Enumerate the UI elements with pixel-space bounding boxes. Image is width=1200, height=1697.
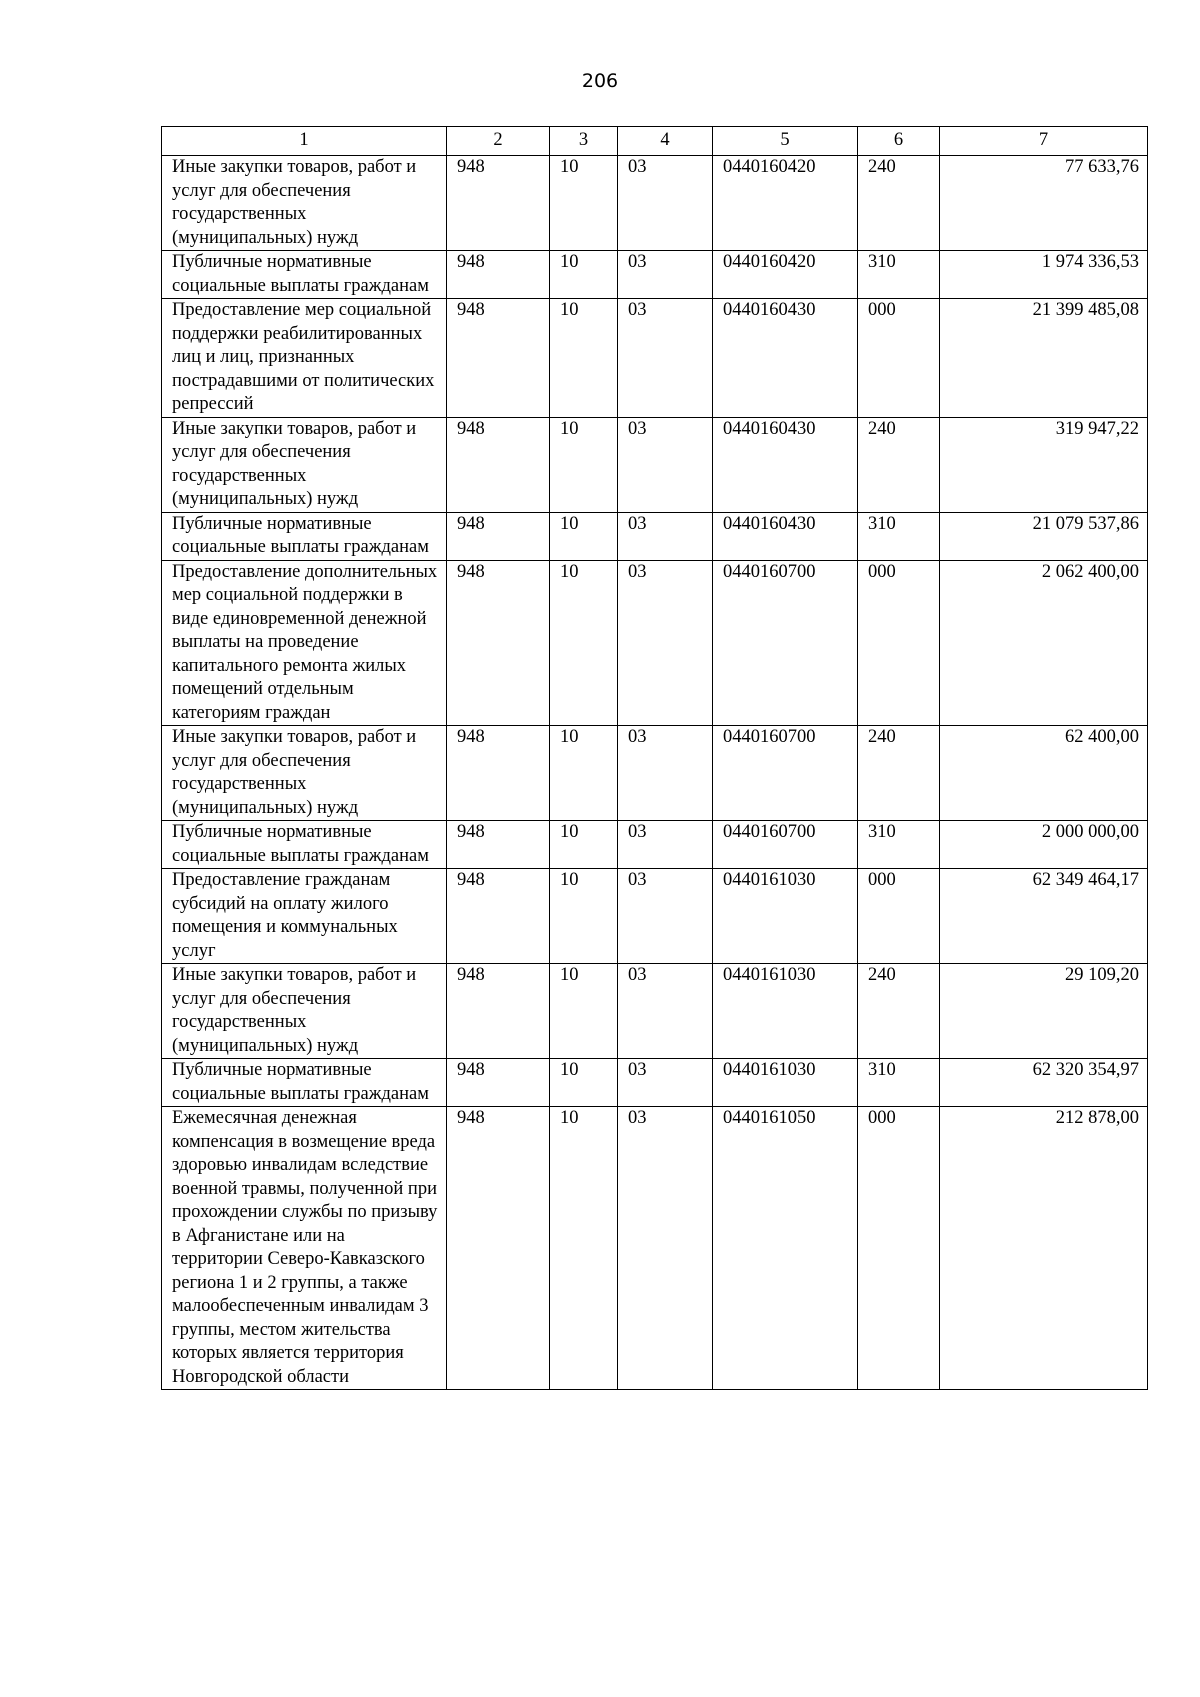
cell-col4: 03	[618, 251, 713, 299]
cell-col2: 948	[447, 869, 550, 964]
table-row	[162, 1107, 1148, 1390]
cell-col4: 03	[618, 417, 713, 512]
cell-amount: 2 000 000,00	[940, 821, 1148, 869]
row-name: Иные закупки товаров, работ и услуг для обеспечения государственных (муниципальных) нужд	[162, 417, 447, 512]
cell-col6: 000	[858, 560, 940, 726]
cell-col6: 000	[858, 869, 940, 964]
cell-col2: 948	[447, 299, 550, 418]
cell-col3: 10	[550, 251, 618, 299]
cell-col5: 0440161030	[713, 964, 858, 1059]
cell-col6: 310	[858, 1059, 940, 1107]
cell-col6: 000	[858, 1107, 940, 1390]
cell-amount: 77 633,76	[940, 156, 1148, 251]
cell-col4: 03	[618, 821, 713, 869]
cell-col5: 0440161030	[713, 1059, 858, 1107]
cell-col4: 03	[618, 1107, 713, 1390]
cell-col4: 03	[618, 869, 713, 964]
cell-col5: 0440160700	[713, 560, 858, 726]
table-row	[162, 156, 1148, 251]
cell-amount: 29 109,20	[940, 964, 1148, 1059]
cell-col3: 10	[550, 1107, 618, 1390]
row-name: Иные закупки товаров, работ и услуг для обеспечения государственных (муниципальных) нужд	[162, 726, 447, 821]
cell-amount: 62 400,00	[940, 726, 1148, 821]
cell-col6: 310	[858, 251, 940, 299]
cell-amount: 1 974 336,53	[940, 251, 1148, 299]
row-name: Предоставление дополнительных мер социальной поддержки в виде единовременной денежной выплаты на проведение капитального ремонта жилых помещений отдельным категориям граждан	[162, 560, 447, 726]
cell-col4: 03	[618, 156, 713, 251]
cell-col3: 10	[550, 299, 618, 418]
cell-col4: 03	[618, 512, 713, 560]
table-row	[162, 299, 1148, 418]
cell-col5: 0440160420	[713, 156, 858, 251]
page-number: 206	[581, 70, 619, 92]
cell-col4: 03	[618, 964, 713, 1059]
row-name: Иные закупки товаров, работ и услуг для обеспечения государственных (муниципальных) нужд	[162, 964, 447, 1059]
cell-col3: 10	[550, 869, 618, 964]
cell-col3: 10	[550, 417, 618, 512]
table-row	[162, 251, 1148, 299]
cell-col2: 948	[447, 1107, 550, 1390]
cell-col2: 948	[447, 560, 550, 726]
table-row	[162, 512, 1148, 560]
cell-col4: 03	[618, 560, 713, 726]
cell-col5: 0440160420	[713, 251, 858, 299]
cell-col6: 000	[858, 299, 940, 418]
cell-col2: 948	[447, 156, 550, 251]
column-header: 7	[940, 127, 1148, 156]
cell-col3: 10	[550, 512, 618, 560]
cell-col6: 240	[858, 417, 940, 512]
column-header: 1	[162, 127, 447, 156]
cell-col6: 240	[858, 726, 940, 821]
cell-amount: 62 320 354,97	[940, 1059, 1148, 1107]
cell-col4: 03	[618, 299, 713, 418]
table-row	[162, 560, 1148, 726]
cell-col6: 240	[858, 156, 940, 251]
table-row	[162, 1059, 1148, 1107]
cell-amount: 2 062 400,00	[940, 560, 1148, 726]
cell-col5: 0440161030	[713, 869, 858, 964]
cell-col2: 948	[447, 251, 550, 299]
column-header: 5	[713, 127, 858, 156]
cell-col6: 240	[858, 964, 940, 1059]
row-name: Публичные нормативные социальные выплаты гражданам	[162, 251, 447, 299]
cell-col4: 03	[618, 726, 713, 821]
cell-col5: 0440160700	[713, 821, 858, 869]
table-row	[162, 869, 1148, 964]
cell-col3: 10	[550, 560, 618, 726]
cell-col6: 310	[858, 512, 940, 560]
cell-col3: 10	[550, 156, 618, 251]
table-row	[162, 726, 1148, 821]
cell-col4: 03	[618, 1059, 713, 1107]
cell-col2: 948	[447, 512, 550, 560]
cell-col2: 948	[447, 821, 550, 869]
column-header: 3	[550, 127, 618, 156]
cell-col2: 948	[447, 964, 550, 1059]
cell-col5: 0440161050	[713, 1107, 858, 1390]
row-name: Публичные нормативные социальные выплаты гражданам	[162, 821, 447, 869]
row-name: Предоставление мер социальной поддержки реабилитированных лиц и лиц, признанных пострадавшими от политических репрессий	[162, 299, 447, 418]
column-header: 4	[618, 127, 713, 156]
cell-col3: 10	[550, 821, 618, 869]
cell-amount: 319 947,22	[940, 417, 1148, 512]
row-name: Иные закупки товаров, работ и услуг для обеспечения государственных (муниципальных) нужд	[162, 156, 447, 251]
cell-amount: 21 079 537,86	[940, 512, 1148, 560]
table-row	[162, 821, 1148, 869]
cell-amount: 21 399 485,08	[940, 299, 1148, 418]
cell-col6: 310	[858, 821, 940, 869]
cell-amount: 62 349 464,17	[940, 869, 1148, 964]
cell-col3: 10	[550, 726, 618, 821]
cell-col5: 0440160700	[713, 726, 858, 821]
budget-table	[161, 126, 1148, 1390]
cell-col3: 10	[550, 964, 618, 1059]
cell-col3: 10	[550, 1059, 618, 1107]
table-row	[162, 417, 1148, 512]
cell-col5: 0440160430	[713, 417, 858, 512]
cell-col2: 948	[447, 417, 550, 512]
cell-col5: 0440160430	[713, 512, 858, 560]
row-name: Ежемесячная денежная компенсация в возмещение вреда здоровью инвалидам вследствие военной травмы, полученной при прохождении службы по призыву в Афганистане или на территории Северо-Кавказского региона 1 и 2 группы, а также малообеспеченным инвалидам 3 группы, местом жительства которых является территория Новгородской области	[162, 1107, 447, 1390]
column-header: 2	[447, 127, 550, 156]
table-header-row	[162, 127, 1148, 156]
cell-amount: 212 878,00	[940, 1107, 1148, 1390]
cell-col2: 948	[447, 726, 550, 821]
cell-col2: 948	[447, 1059, 550, 1107]
table-row	[162, 964, 1148, 1059]
row-name: Публичные нормативные социальные выплаты гражданам	[162, 512, 447, 560]
row-name: Предоставление гражданам субсидий на оплату жилого помещения и коммунальных услуг	[162, 869, 447, 964]
column-header: 6	[858, 127, 940, 156]
cell-col5: 0440160430	[713, 299, 858, 418]
row-name: Публичные нормативные социальные выплаты гражданам	[162, 1059, 447, 1107]
